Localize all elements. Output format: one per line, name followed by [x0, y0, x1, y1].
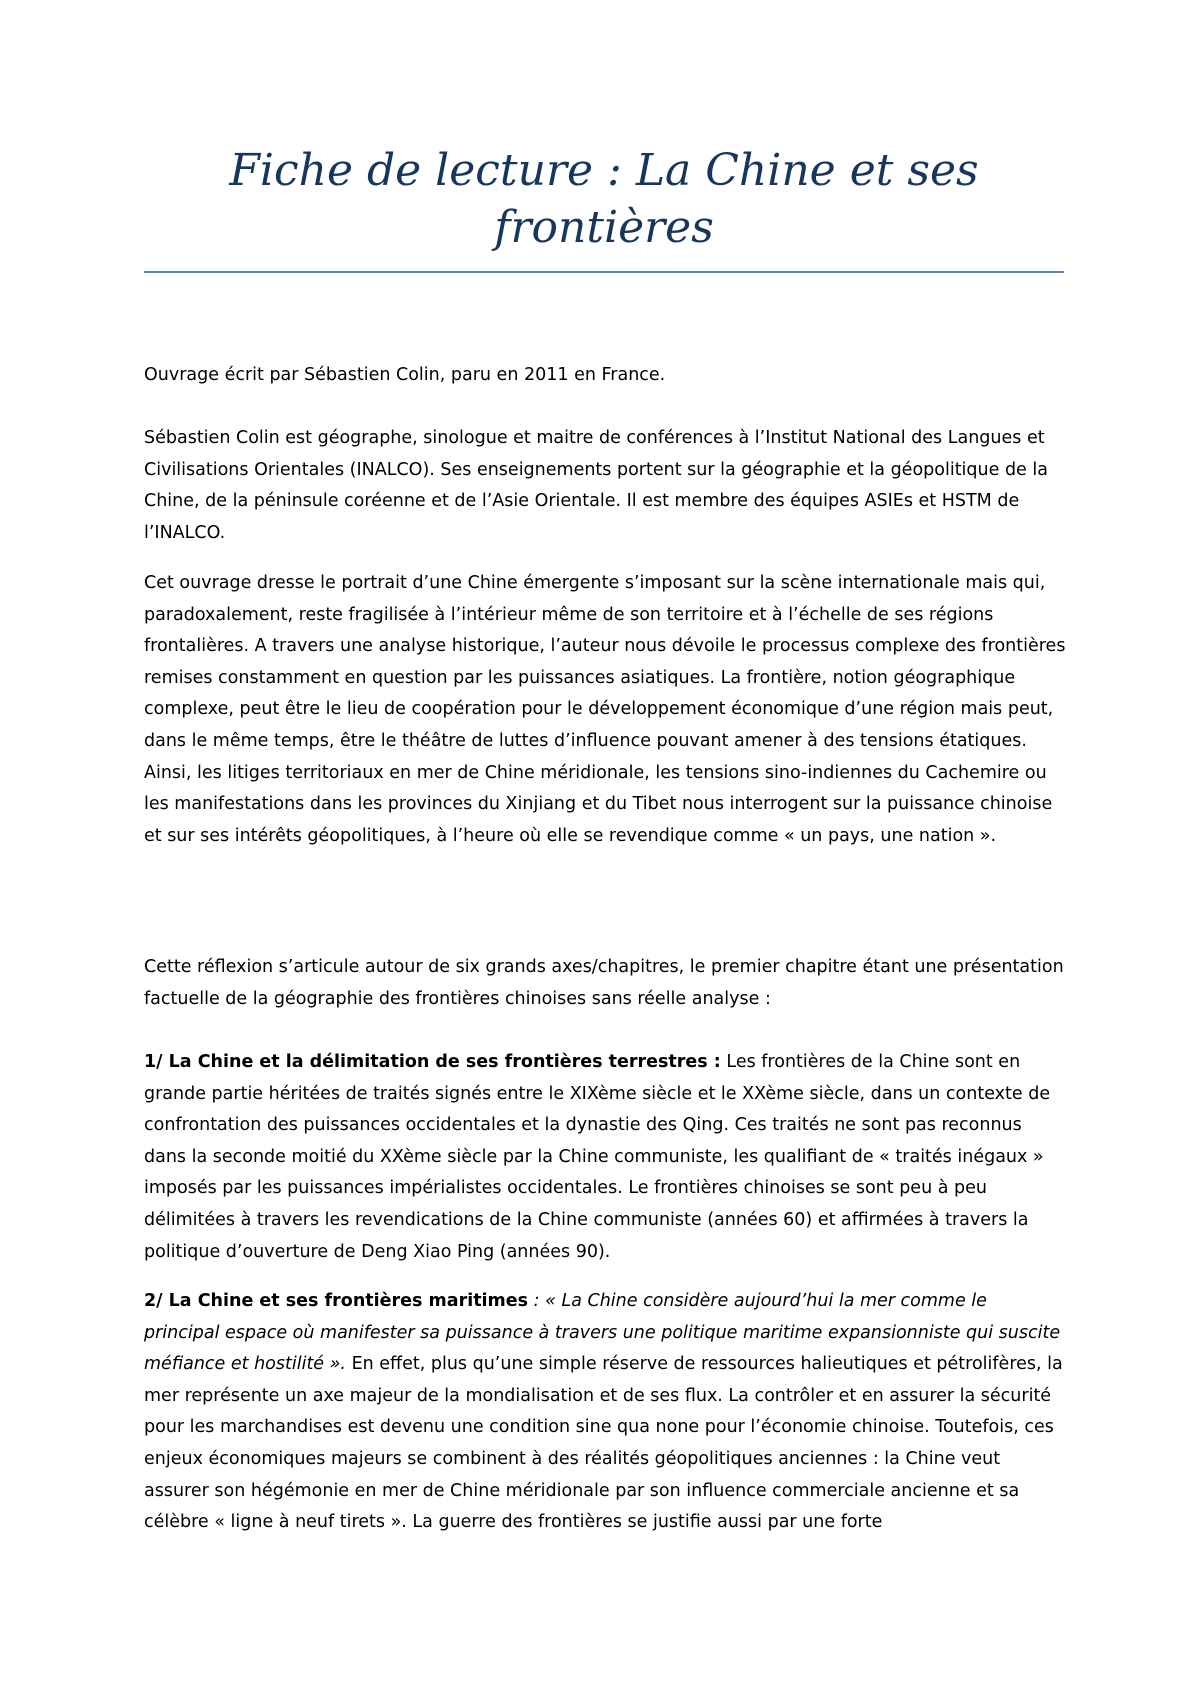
chapter-2-quote: : « La Chine considère aujourd’hui la mer comme le principal espace où manifester sa puissance à travers une politique maritime expansionniste qui suscite méfiance et hostilité ».	[144, 1291, 1061, 1375]
summary-text: Cet ouvrage dresse le portrait d’une Chine émergente s’imposant sur la scène internationale mais qui, paradoxalement, reste fragilisée à l’intérieur même de son territoire et à l’échelle de ses régions frontalières. A travers une analyse historique, l’auteur nous dévoile le processus complexe des frontières remises constamment en question par les puissances asiatiques. La frontière, notion géographique complexe, peut être le lieu de coopération pour le développement économique d’une région mais peut, dans le même temps, être le théâtre de luttes d’influence pouvant amener à des tensions étatiques. Ainsi, les litiges territoriaux en mer de Chine méridionale, les tensions sino-indiennes du Cachemire ou les manifestations dans les provinces du Xinjiang et du Tibet nous interrogent sur la puissance chinoise et sur ses intérêts géopolitiques, à l’heure où elle se revendique comme « un pays, une nation ».	[144, 573, 1066, 846]
chapter-2-paragraph	[144, 1286, 1066, 1539]
author-paragraph	[144, 360, 1066, 392]
chapter-2-body: En effet, plus qu’une simple réserve de ressources halieutiques et pétrolifères, la mer représente un axe majeur de la mondialisation et de ses flux. La contrôler et en assurer la sécurité pour les marchandises est devenu une condition sine qua none pour l’économie chinoise. Toutefois, ces enjeux économiques majeurs se combinent à des réalités géopolitiques anciennes : la Chine veut assurer son hégémonie en mer de Chine méridionale par son influence commerciale ancienne et sa célèbre « ligne à neuf tirets ». La guerre des frontières se justifie aussi par une forte	[144, 1354, 1063, 1533]
page-title: Fiche de lecture : La Chine et ses frontières	[229, 145, 979, 253]
title-block	[144, 142, 1064, 273]
chapter-1-text	[144, 1047, 1066, 1268]
bio-text: Sébastien Colin est géographe, sinologue et maitre de conférences à l’Institut National des Langues et Civilisations Orientales (INALCO). Ses enseignements portent sur la géographie et la géopolitique de la Chine, de la péninsule coréenne et de l’Asie Orientale. Il est membre des équipes ASIEs et HSTM de l’INALCO.	[144, 428, 1048, 543]
bio-paragraph	[144, 423, 1066, 549]
intro-paragraph	[144, 952, 1066, 1015]
chapter-1-heading: 1/ La Chine et la délimitation de ses frontières terrestres :	[144, 1052, 721, 1072]
author-text: Ouvrage écrit par Sébastien Colin, paru en 2011 en France.	[144, 365, 666, 385]
chapter-2-heading: 2/ La Chine et ses frontières maritimes	[144, 1291, 529, 1311]
summary-paragraph	[144, 568, 1066, 852]
intro-text: Cette réflexion s’articule autour de six grands axes/chapitres, le premier chapitre étant une présentation factuelle de la géographie des frontières chinoises sans réelle analyse :	[144, 957, 1064, 1009]
chapter-2-text	[144, 1286, 1066, 1539]
chapter-1-body: Les frontières de la Chine sont en grande partie héritées de traités signés entre le XIXème siècle et le XXème siècle, dans un contexte de confrontation des puissances occidentales et la dynastie des Qing. Ces traités ne sont pas reconnus dans la seconde moitié du XXème siècle par la Chine communiste, les qualifiant de « traités inégaux » imposés par les puissances impérialistes occidentales. Le frontières chinoises se sont peu à peu délimitées à travers les revendications de la Chine communiste (années 60) et affirmées à travers la politique d’ouverture de Deng Xiao Ping (années 90).	[144, 1052, 1051, 1262]
chapter-1-paragraph	[144, 1047, 1066, 1268]
title-underline-rule	[144, 271, 1064, 273]
